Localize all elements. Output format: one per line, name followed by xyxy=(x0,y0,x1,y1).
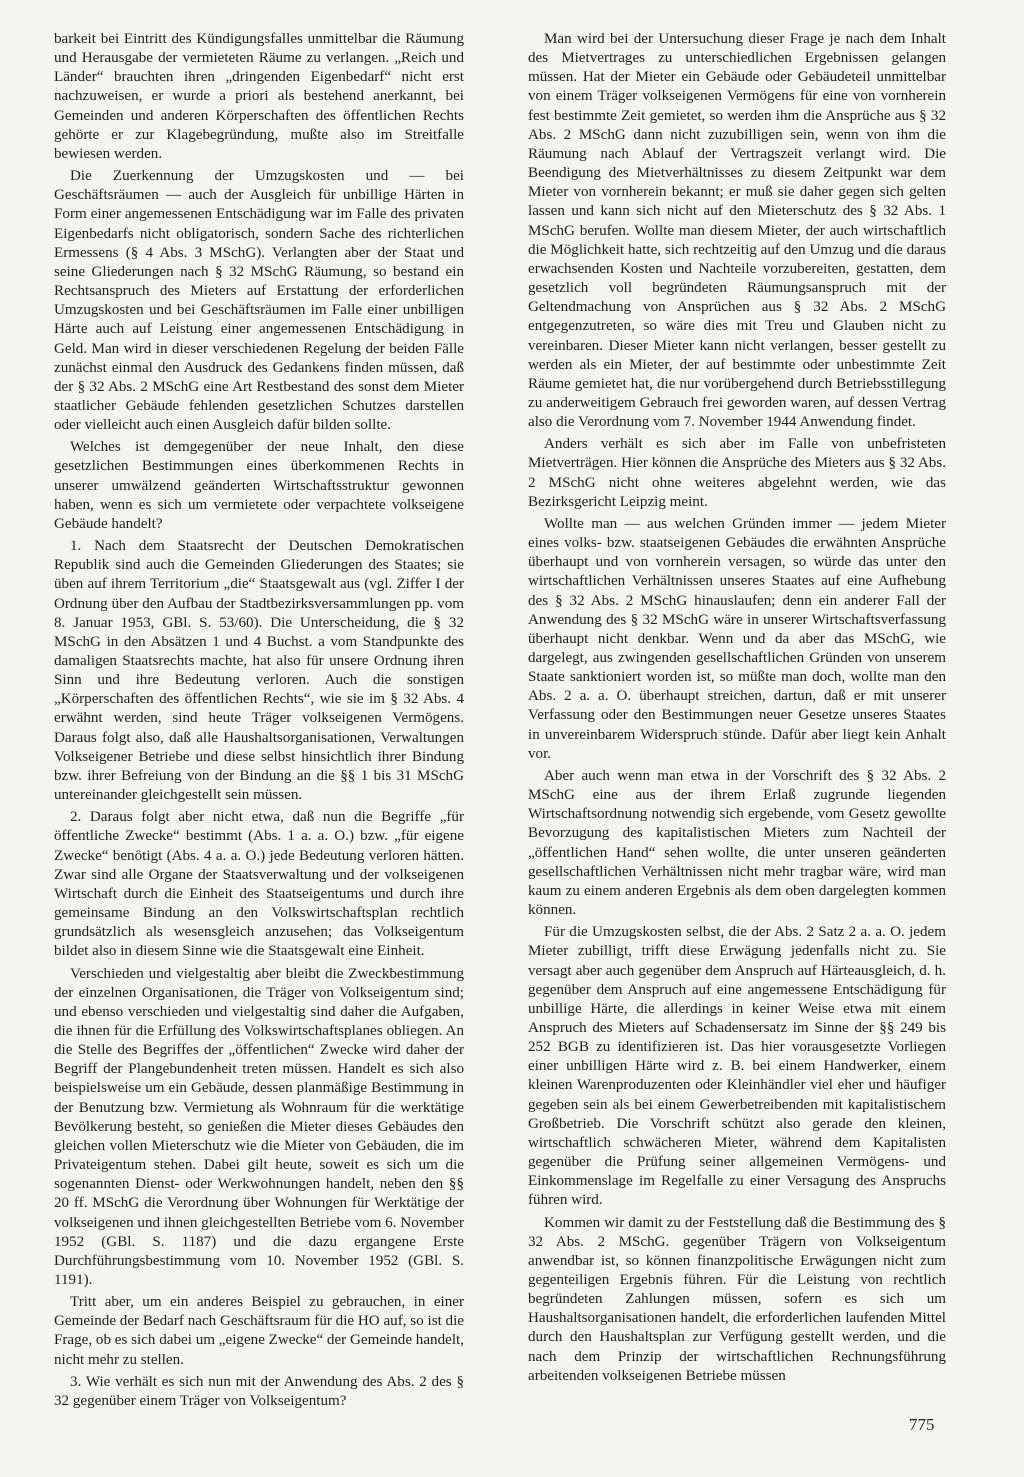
paragraph: Man wird bei der Untersuchung dieser Frage je nach dem Inhalt des Mietvertrages zu unterschiedlichen Ergebnissen gelangen müssen. Hat der Mieter ein Gebäude oder Gebäudeteil unmittelbar von einem Träger volkseigenen Vermögens für eine von vornherein fest bestimmte Zeit gemietet, so werden ihm die Ansprüche aus § 32 Abs. 2 MSchG dann nicht zuzubilligen sein, wenn von ihm die Räumung nach Ablauf der Vertragszeit verlangt wird. Die Beendigung des Mietverhältnisses zu diesem Zeitpunkt war dem Mieter von vornherein bekannt; er muß sie daher gegen sich gelten lassen und kann sich nicht auf den Mieterschutz des § 32 Abs. 1 MSchG berufen. Wollte man diesem Mieter, der auch wirtschaftlich die Möglichkeit hatte, sich rechtzeitig auf den Umzug und die daraus erwachsenden Kosten und Nachteile vorzubereiten, gestatten, dem gesetzlich voll begründeten Räumungsanspruch mit der Geltendmachung von Ansprüchen aus § 32 Abs. 2 MSchG entgegenzutreten, so wäre dies mit Treu und Glauben nicht zu vereinbaren. Dieser Mieter kann nicht verlangen, besser gestellt zu werden als ein Mieter, der auf bestimmte oder unbestimmte Zeit Räume gemietet hat, die nur vorübergehend durch Betriebsstillegung zu anderweitigem Gebrauch frei geworden waren, auf dessen Vertrag also die Verordnung vom 7. November 1944 Anwendung findet. xyxy=(528,31,946,431)
paragraph: 2. Daraus folgt aber nicht etwa, daß nun die Begriffe „für öffentliche Zwecke“ bestimmt (Abs. 1 a. a. O.) bzw. „für eigene Zwecke“ benötigt (Abs. 4 a. a. O.) jede Bedeutung verloren hätten. Zwar sind alle Organe der Staatsverwaltung und der volkseigenen Wirtschaft durch die Einheit des Staatseigentums und durch ihre gemeinsame Bindung an den Volkswirtschaftsplan rechtlich grundsätzlich als wesensgleich anzusehen; das Volkseigentum bildet also in diesem Sinne wie die Staatsgewalt eine Einheit. xyxy=(54,809,464,960)
paragraph: Welches ist demgegenüber der neue Inhalt, den diese gesetzlichen Bestimmungen eines überkommenen Rechts in unserer umwälzend geänderten Wirtschaftsstruktur gewonnen haben, wenn es sich um vermietete oder verpachtete volkseigene Gebäude handelt? xyxy=(54,439,464,532)
paragraph: 1. Nach dem Staatsrecht der Deutschen Demokratischen Republik sind auch die Gemeinden Gliederungen des Staates; sie üben auf ihrem Territorium „die“ Staatsgewalt aus (vgl. Ziffer I der Ordnung über den Aufbau der Stadtbezirksversammlungen pp. vom 8. Januar 1953, GBl. S. 53/60). Die Unterscheidung, die § 32 MSchG in den Absätzen 1 und 4 Buchst. a vom Standpunkte des damaligen Staatsrechts machte, hat also für unsere Ordnung ihren Sinn und ihre Bedeutung verloren. Auch die sonstigen „Körperschaften des öffentlichen Rechts“, wie sie im § 32 Abs. 4 erwähnt werden, sind heute Träger volkseigenen Vermögens. Daraus folgt also, daß alle Haushaltsorganisationen, Verwaltungen Volkseigener Betriebe und diese selbst hinsichtlich ihrer Bindung bzw. ihrer Befreiung von der Bindung an die §§ 1 bis 31 MSchG untereinander gleichgestellt sein müssen. xyxy=(54,538,464,804)
paragraph: Kommen wir damit zu der Feststellung daß die Bestimmung des § 32 Abs. 2 MSchG. gegenüber Trägern von Volkseigentum anwendbar ist, so können finanzpolitische Erwägungen nicht zum gegenteiligen Ergebnis führen. Für die Leistung von rechtlich begründeten Zahlungen müssen, sofern es sich um Haushaltsorganisationen handelt, die erforderlichen laufenden Mittel durch den Haushaltsplan zur Verfügung gestellt werden, und die nach dem Prinzip der wirtschaftlichen Rechnungsführung arbeitenden volkseigenen Betriebe müssen xyxy=(528,1214,946,1384)
right-column xyxy=(528,30,946,1389)
paragraph: Tritt aber, um ein anderes Beispiel zu gebrauchen, in einer Gemeinde der Bedarf nach Geschäftsraum für die HO auf, so ist die Frage, ob es sich dabei um „eigene Zwecke“ der Gemeinde handelt, nicht mehr zu stellen. xyxy=(54,1294,464,1368)
page-number: 775 xyxy=(909,1415,935,1434)
paragraph: Verschieden und vielgestaltig aber bleibt die Zweckbestimmung der einzelnen Organisationen, die Träger von Volkseigentum sind; und ebenso verschieden und vielgestaltig sind daher die Aufgaben, die ihnen für die Erfüllung des Volkswirtschaftsplanes obliegen. An die Stelle des Begriffes der „öffentlichen“ Zwecke wird daher der Begriff der Plangebundenheit treten müssen. Handelt es sich also beispielsweise um ein Gebäude, dessen planmäßige Bestimmung in der Benutzung bzw. Vermietung als Wohnraum für die werktätige Bevölkerung besteht, so genießen die Mieter dieses Gebäudes den gleichen vollen Mieterschutz wie die Mieter von Gebäuden, die im Privateigentum stehen. Dabei gilt heute, soweit es sich um die sogenannten Dienst- oder Werkwohnungen handelt, neben den §§ 20 ff. MSchG die Verordnung über Wohnungen für Werktätige der volkseigenen und ihnen gleichgestellten Betriebe vom 6. November 1952 (GBl. S. 1187) und die dazu ergangene Erste Durchführungsbestimmung vom 10. November 1952 (GBl. S. 1191). xyxy=(54,965,464,1288)
paragraph: 3. Wie verhält es sich nun mit der Anwendung des Abs. 2 des § 32 gegenüber einem Träger von Volkseigentum? xyxy=(54,1373,464,1409)
paragraph: Die Zuerkennung der Umzugskosten und — bei Geschäftsräumen — auch der Ausgleich für unbillige Härten in Form einer angemessenen Entschädigung war im Falle des privaten Eigenbedarfs nicht obligatorisch, sondern Sache des richterlichen Ermessens (§ 4 Abs. 3 MSchG). Verlangten aber der Staat und seine Gliederungen nach § 32 MSchG Räumung, so bestand ein Rechtsanspruch des Mieters auf Erstattung der erforderlichen Umzugskosten und bei Geschäftsräumen im Falle einer unbilligen Härte auch auf Leistung einer angemessenen Entschädigung in Geld. Man wird in dieser verschiedenen Regelung der beiden Fälle zunächst einmal den Ausdruck des Gedankens finden müssen, daß der § 32 Abs. 2 MSchG eine Art Restbestand des sonst dem Mieter staatlicher Gebäude fehlenden gesetzlichen Schutzes darstellen oder vielleicht auch einen Ausgleich dafür bilden sollte. xyxy=(54,168,464,434)
paragraph: Aber auch wenn man etwa in der Vorschrift des § 32 Abs. 2 MSchG eine aus der ihrem Erlaß zugrunde liegenden Wirtschaftsordnung notwendig sich ergebende, vom Gesetz gewollte Bevorzugung des kapitalistischen Mieters zum Nachteil der „öffentlichen Hand“ sehen wollte, die unter unseren geänderten gesellschaftlichen Verhältnissen nicht mehr tragbar wäre, wird man kaum zu einem anderen Ergebnis als dem oben dargelegten kommen können. xyxy=(528,767,946,919)
left-column xyxy=(54,30,464,1414)
paragraph: Anders verhält es sich aber im Falle von unbefristeten Mietverträgen. Hier können die Ansprüche des Mieters aus § 32 Abs. 2 MSchG nicht ohne weiteres abgelehnt werden, wie das Bezirksgericht Leipzig meint. xyxy=(528,436,946,510)
paragraph: Für die Umzugskosten selbst, die der Abs. 2 Satz 2 a. a. O. jedem Mieter zubilligt, trifft diese Erwägung jedenfalls nicht zu. Sie versagt aber auch gegenüber dem Anspruch auf Härteausgleich, d. h. gegenüber dem Anspruch auf eine angemessene Entschädigung für unbillige Härte, die allerdings in keiner Weise etwa mit einem Anspruch des Mieters auf Schadensersatz im Sinne der §§ 249 bis 252 BGB zu identifizieren ist. Das hier vorausgesetzte Vorliegen einer unbilligen Härte wird z. B. bei einem Handwerker, einem kleinen Warenproduzenten oder Kleinhändler viel eher und häufiger gegeben sein als bei einem Gewerbetreibenden mit kapitalistischem Großbetrieb. Die Vorschrift schützt also gerade den kleinen, wirtschaftlich schwächeren Mieter, während dem Kapitalisten gegenüber die Prüfung seiner allgemeinen Vermögens- und Einkommenslage im Regelfalle zu einer Versagung des Anspruchs führen wird. xyxy=(528,924,946,1209)
paragraph: Wollte man — aus welchen Gründen immer — jedem Mieter eines volks- bzw. staatseigenen Gebäudes die erwähnten Ansprüche überhaupt und von vornherein versagen, so würde das unter den wirtschaftlichen Verhältnissen unseres Staates auf eine Aufhebung des § 32 Abs. 2 MSchG hinauslaufen; denn ein anderer Fall der Anwendung des § 32 MSchG wäre in unserer Wirtschaftsverfassung überhaupt nicht denkbar. Wenn und da aber das MSchG, wie dargelegt, aus zwingenden gesellschaftlichen Gründen von unserem Staate sanktioniert worden ist, so müßte man doch, wollte man den Abs. 2 a. a. O. überhaupt streichen, dartun, daß er mit unserer Verfassung oder den Bestimmungen neuer Gesetze unseres Staates in unvereinbarem Widerspruch stünde. Dafür aber liegt kein Anhalt vor. xyxy=(528,515,946,762)
paragraph: barkeit bei Eintritt des Kündigungsfalles unmittelbar die Räumung und Herausgabe der vermieteten Räume zu verlangen. „Reich und Länder“ brauchten ihren „dringenden Eigenbedarf“ nicht erst nachzuweisen, er wurde a priori als bestehend anerkannt, bei Gemeinden und anderen Körperschaften des öffentlichen Rechts gehörte er zur Klagebegründung, mußte also im Streitfalle bewiesen werden. xyxy=(54,31,464,162)
